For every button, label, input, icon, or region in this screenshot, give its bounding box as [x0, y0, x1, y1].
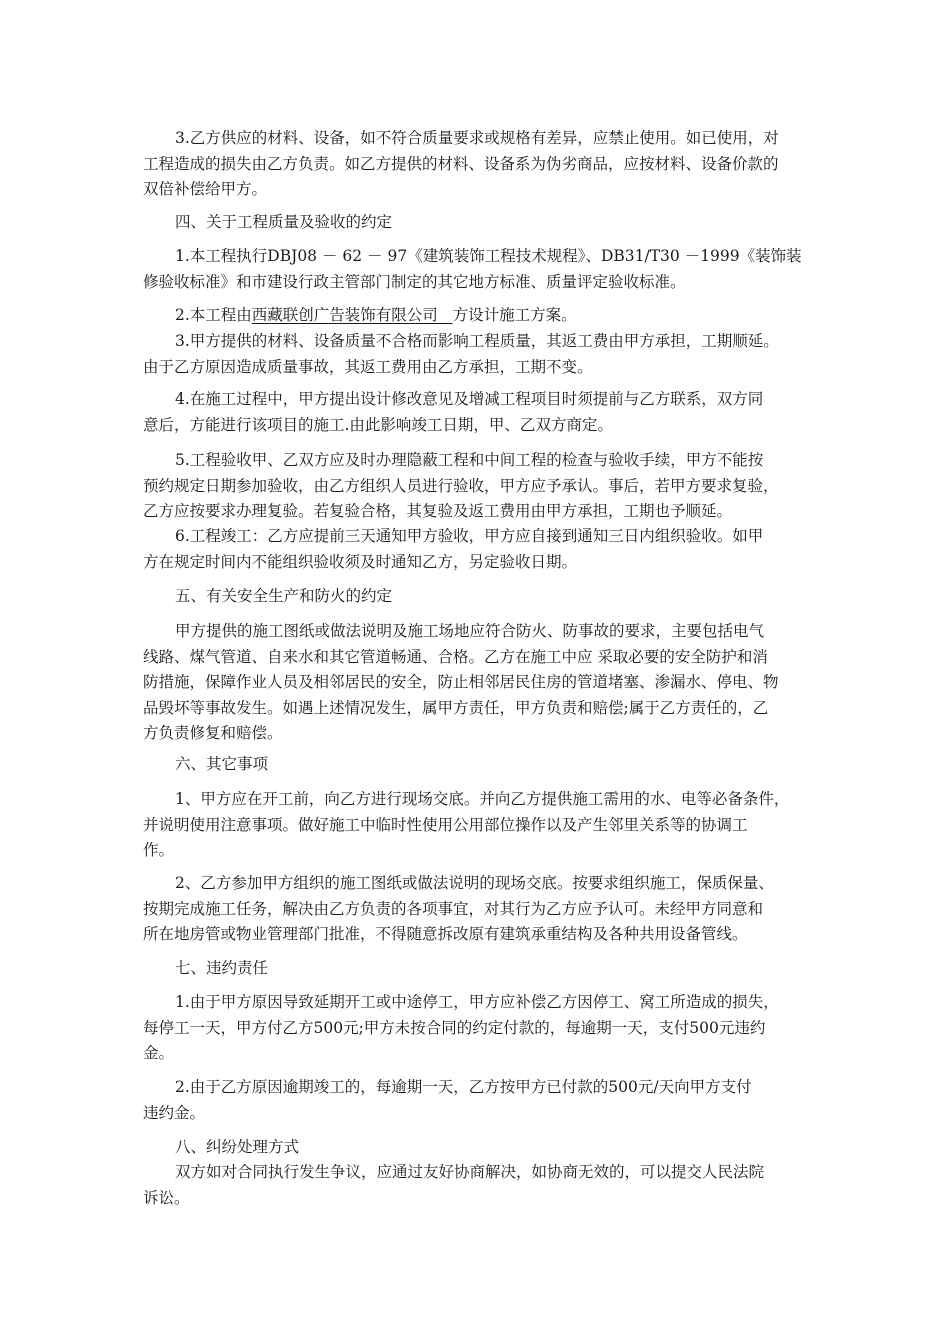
text-line: 工程造成的损失由乙方负责。如乙方提供的材料、设备系为伪劣商品，应按材料、设备价款的 — [143, 154, 779, 173]
text-line: 修验收标准》和市建设行政主管部门制定的其它地方标准、质量评定验收标准。 — [143, 272, 686, 291]
text-line: 1.由于甲方原因导致延期开工或中途停工，甲方应补偿乙方因停工、窝工所造成的损失， — [175, 993, 779, 1011]
text-line: 方负责修复和赔偿。 — [143, 724, 283, 742]
heading-text: 六、其它事项 — [175, 755, 269, 773]
section-heading-other — [143, 752, 811, 778]
text-line: 6.工程竣工：乙方应提前三天通知甲方验收，甲方应自接到通知三日内组织验收。如甲 — [175, 527, 764, 545]
text-line: 所在地房管或物业管理部门批准，不得随意拆改原有建筑承重结构及各种共用设备管线。 — [143, 925, 748, 943]
company-name: 西藏联创广告装饰有限公司 — [251, 306, 453, 324]
paragraph-party-a-breach — [143, 990, 811, 1067]
text-line — [143, 303, 811, 329]
text-line: 并说明使用注意事项。做好施工中临时性使用公用部位操作以及产生邻里关系等的协调工 — [143, 815, 748, 834]
text-line: 1、甲方应在开工前，向乙方进行现场交底。并向乙方提供施工需用的水、电等必备条件， — [175, 790, 790, 808]
paragraph-inspection — [143, 448, 811, 525]
text-line: 2.由于乙方原因逾期竣工的，每逾期一天，乙方按甲方已付款的500元/天向甲方支付 — [175, 1078, 752, 1096]
heading-text: 七、违约责任 — [175, 959, 269, 977]
paragraph-site-handover — [143, 787, 811, 864]
text-line: 乙方应按要求办理复验。若复验合格，其复验及返工费用由甲方承担，工期也予顺延。 — [143, 502, 733, 520]
text-line: 意后，方能进行该项目的施工.由此影响竣工日期，甲、乙双方商定。 — [143, 415, 613, 434]
heading-text: 五、有关安全生产和防火的约定 — [175, 587, 393, 605]
text-line: 金。 — [143, 1044, 175, 1062]
paragraph-safety — [143, 619, 811, 747]
paragraph-design-party — [143, 303, 811, 329]
paragraph-party-b-breach — [143, 1075, 811, 1126]
text-line: 3.乙方供应的材料、设备，如不符合质量要求或规格有差异，应禁止使用。如已使用，对 — [175, 129, 779, 147]
section-heading-quality — [143, 210, 811, 236]
text-line: 双方如对合同执行发生争议，应通过友好协商解决，如协商无效的，可以提交人民法院 — [175, 1163, 765, 1181]
paragraph-construction-duties — [143, 871, 811, 948]
text-line: 作。 — [143, 841, 175, 859]
paragraph-dispute — [143, 1160, 811, 1211]
text-line: 双倍补偿给甲方。 — [143, 180, 268, 198]
text-line: 诉讼。 — [143, 1188, 190, 1207]
text-line: 4.在施工过程中，甲方提出设计修改意见及增减工程项目时须提前与乙方联系，双方同 — [175, 390, 764, 408]
paragraph-quality-liability — [143, 329, 811, 380]
design-suffix: 方设计施工方案。 — [452, 306, 577, 324]
text-line: 1.本工程执行DBJ08 － 62 － 97《建筑装饰工程技术规程》、DB31/T30 －1999《装饰装 — [175, 247, 802, 265]
heading-text: 八、纠纷处理方式 — [175, 1138, 300, 1156]
text-line: 按期完成施工任务，解决由乙方负责的各项事宜，对其行为乙方应予认可。未经甲方同意和 — [143, 899, 764, 918]
section-heading-safety — [143, 584, 811, 610]
paragraph-material-defects — [143, 126, 811, 203]
paragraph-completion — [143, 524, 811, 575]
text-line: 3.甲方提供的材料、设备质量不合格而影响工程质量，其返工费由甲方承担，工期顺延。 — [175, 332, 779, 350]
section-heading-dispute — [143, 1135, 811, 1161]
text-line: 线路、煤气管道、自来水和其它管道畅通、合格。乙方在施工中应 采取必要的安全防护和消 — [143, 647, 768, 666]
text-line: 每停工一天，甲方付乙方500元;甲方未按合同的约定付款的，每逾期一天，支付500元违约 — [143, 1018, 766, 1037]
text-line: 由于乙方原因造成质量事故，其返工费用由乙方承担，工期不变。 — [143, 357, 593, 376]
text-line: 方在规定时间内不能组织验收须及时通知乙方，另定验收日期。 — [143, 552, 578, 571]
text-line: 预约规定日期参加验收，由乙方组织人员进行验收，甲方应予承认。事后，若甲方要求复验， — [143, 476, 779, 495]
section-heading-breach — [143, 956, 811, 982]
text-line: 2、乙方参加甲方组织的施工图纸或做法说明的现场交底。按要求组织施工，保质保量、 — [175, 874, 774, 892]
design-prefix: 2.本工程由 — [175, 306, 252, 324]
heading-text: 四、关于工程质量及验收的约定 — [175, 213, 393, 231]
paragraph-design-changes — [143, 387, 811, 438]
text-line: 5.工程验收甲、乙双方应及时办理隐蔽工程和中间工程的检查与验收手续，甲方不能按 — [175, 451, 764, 469]
paragraph-standards — [143, 244, 811, 295]
text-line: 甲方提供的施工图纸或做法说明及施工场地应符合防火、防事故的要求，主要包括电气 — [175, 622, 765, 640]
text-line: 品毁坏等事故发生。如遇上述情况发生，属甲方责任，甲方负责和赔偿;属于乙方责任的，乙 — [143, 698, 769, 717]
text-line: 违约金。 — [143, 1103, 206, 1122]
text-line: 防措施，保障作业人员及相邻居民的安全，防止相邻居民住房的管道堵塞、渗漏水、停电、物 — [143, 673, 779, 691]
